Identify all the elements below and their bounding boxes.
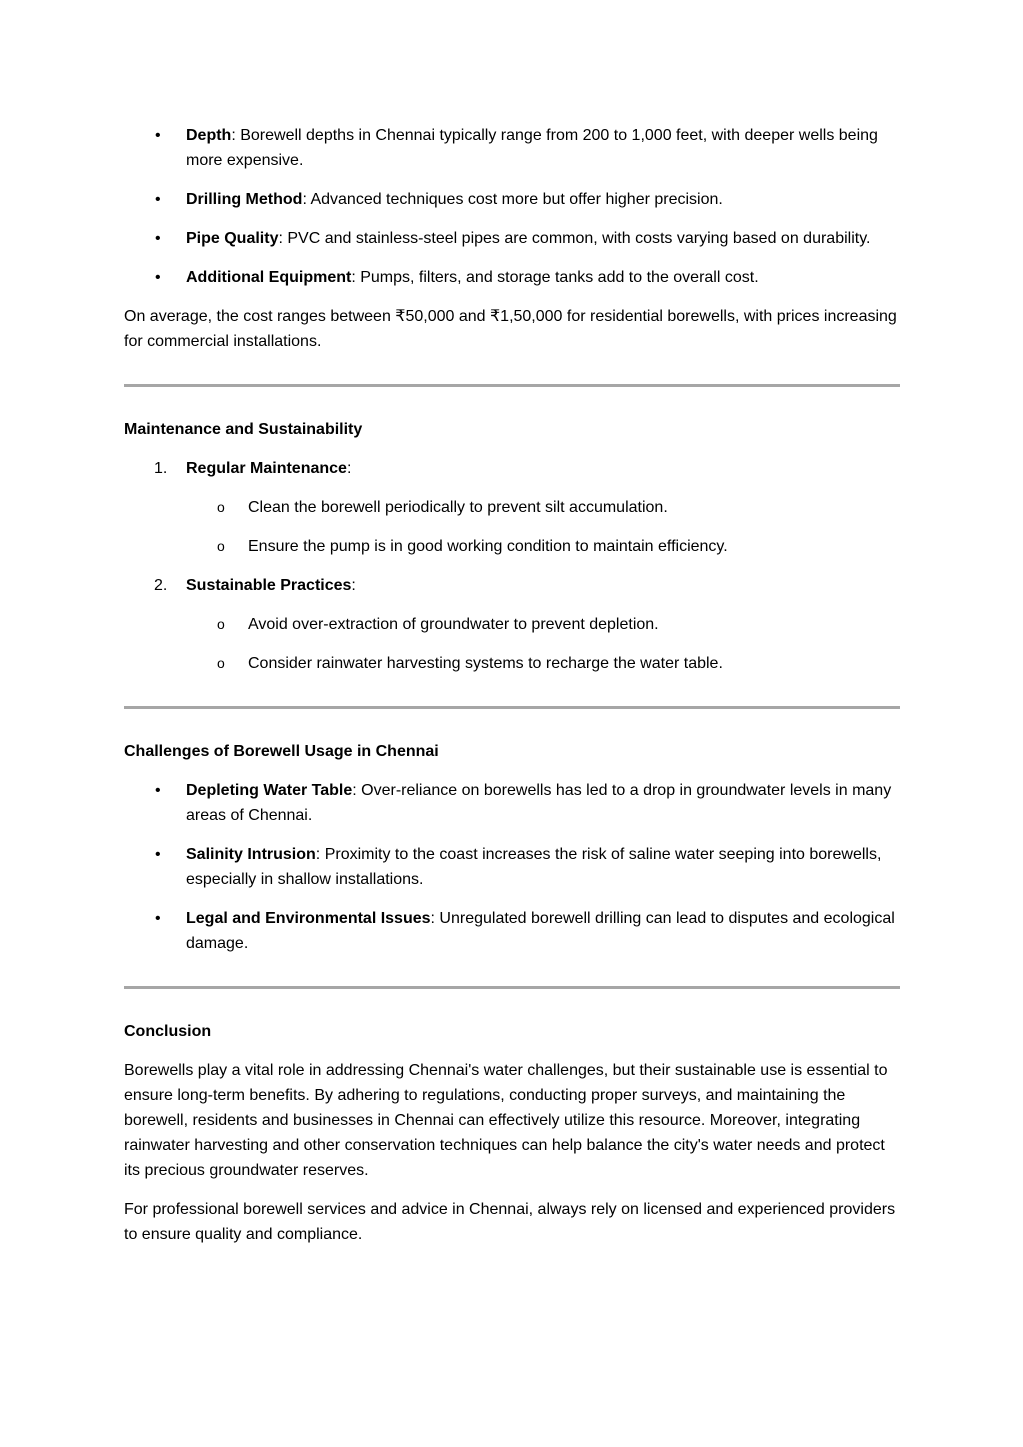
item-term: Pipe Quality: [186, 230, 279, 247]
sub-list-item: [186, 612, 900, 637]
bullet-marker: •: [155, 127, 161, 144]
circle-bullet-marker: o: [217, 616, 225, 632]
circle-bullet-marker: o: [217, 655, 225, 671]
bullet-marker: •: [155, 269, 161, 286]
cost-summary-paragraph: On average, the cost ranges between ₹50,000 and ₹1,50,000 for residential borewells, with prices increasing for commercial installations.: [124, 308, 897, 350]
sub-list: [186, 495, 900, 559]
bullet-marker: •: [155, 782, 161, 799]
bullet-marker: •: [155, 191, 161, 208]
sub-item-text: Clean the borewell periodically to prevent silt accumulation.: [248, 499, 668, 516]
item-text: : Over-reliance on borewells has led to a drop in groundwater levels in many areas of Chennai.: [186, 782, 892, 824]
maintenance-list: [124, 456, 900, 676]
sub-list-item: [186, 534, 900, 559]
item-text: : Advanced techniques cost more but offer higher precision.: [302, 191, 723, 208]
sub-list: [186, 612, 900, 676]
sub-item-text: Consider rainwater harvesting systems to recharge the water table.: [248, 655, 723, 672]
item-suffix: :: [346, 460, 352, 477]
item-term: Depth: [186, 127, 232, 144]
document-page: [124, 123, 900, 1261]
list-item: [124, 456, 900, 559]
item-term: Regular Maintenance: [186, 460, 347, 477]
list-item: [124, 778, 900, 828]
challenges-list: [124, 778, 900, 956]
list-item: [124, 573, 900, 676]
bullet-marker: •: [155, 846, 161, 863]
item-text: : Borewell depths in Chennai typically range from 200 to 1,000 feet, with deeper wells being more expensive.: [186, 127, 878, 169]
item-term: Additional Equipment: [186, 269, 352, 286]
sub-list-item: [186, 651, 900, 676]
item-term: Drilling Method: [186, 191, 303, 208]
item-text: : Pumps, filters, and storage tanks add to the overall cost.: [351, 269, 759, 286]
circle-bullet-marker: o: [217, 499, 225, 515]
item-term: Salinity Intrusion: [186, 846, 316, 863]
challenges-heading: Challenges of Borewell Usage in Chennai: [124, 743, 439, 760]
section-divider: [124, 986, 900, 989]
cost-factors-list: [124, 123, 900, 290]
maintenance-heading: Maintenance and Sustainability: [124, 421, 363, 438]
sub-list-item: [186, 495, 900, 520]
list-item: [124, 842, 900, 892]
bullet-marker: •: [155, 910, 161, 927]
number-marker: 1.: [154, 460, 168, 477]
section-divider: [124, 706, 900, 709]
item-text: : Proximity to the coast increases the risk of saline water seeping into borewells, especially in shallow installations.: [186, 846, 882, 888]
conclusion-heading: Conclusion: [124, 1023, 212, 1040]
item-term: Legal and Environmental Issues: [186, 910, 431, 927]
conclusion-paragraph: Borewells play a vital role in addressing Chennai's water challenges, but their sustainable use is essential to ensure long-term benefits. By adhering to regulations, conducting proper surveys, and maintaining the borewell, residents and businesses in Chennai can effectively utilize this resource. Moreover, integrating rainwater harvesting and other conservation techniques can help balance the city's water needs and protect its precious groundwater reserves.: [124, 1062, 888, 1179]
circle-bullet-marker: o: [217, 538, 225, 554]
item-term: Sustainable Practices: [186, 577, 352, 594]
list-item: [124, 265, 900, 290]
number-marker: 2.: [154, 577, 168, 594]
list-item: [124, 226, 900, 251]
item-suffix: :: [351, 577, 356, 594]
item-text: : PVC and stainless-steel pipes are common, with costs varying based on durability.: [278, 230, 871, 247]
list-item: [124, 187, 900, 212]
section-divider: [124, 384, 900, 387]
list-item: [124, 123, 900, 173]
item-term: Depleting Water Table: [186, 782, 353, 799]
item-text: : Unregulated borewell drilling can lead to disputes and ecological damage.: [186, 910, 895, 952]
conclusion-paragraph: For professional borewell services and advice in Chennai, always rely on licensed and experienced providers to ensure quality and compliance.: [124, 1201, 896, 1243]
sub-item-text: Ensure the pump is in good working condition to maintain efficiency.: [248, 538, 728, 555]
bullet-marker: •: [155, 230, 161, 247]
sub-item-text: Avoid over-extraction of groundwater to prevent depletion.: [248, 616, 659, 633]
list-item: [124, 906, 900, 956]
